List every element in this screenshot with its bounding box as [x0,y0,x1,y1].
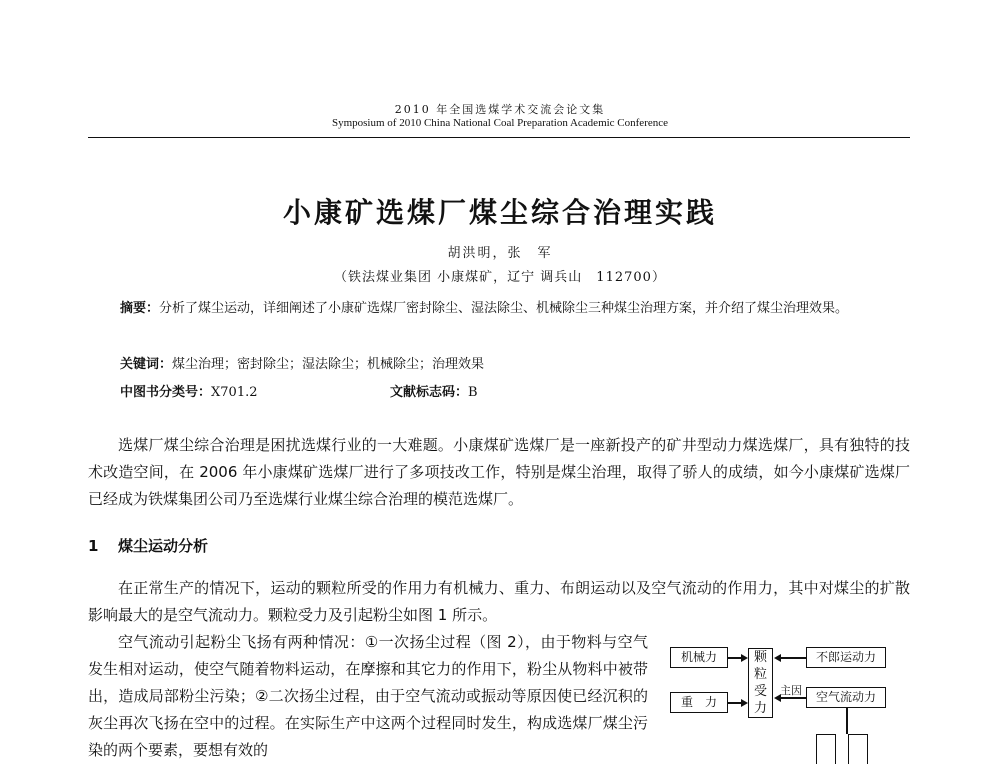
section-heading [88,535,208,556]
arrow-mechanical [741,654,748,662]
connector-mechanical [728,657,741,659]
section-title: 煤尘运动分析 [118,537,209,555]
abstract [120,296,890,322]
clc-label: 中图书分类号： [120,385,212,400]
authors: 胡洪明，张 军 [447,246,553,261]
abstract-text: 分析了煤尘运动，详细阐述了小康矿选煤厂密封除尘、湿法除尘、机械除尘三种煤尘治理方案，并介绍了煤尘治理效果。 [159,301,849,316]
section-number: 1 [88,537,99,555]
connector-brownian [781,657,806,659]
connector-down [846,708,848,734]
classification [120,380,890,406]
section-paragraph-1: 在正常生产的情况下，运动的颗粒所受的作用力有机械力、重力、布朗运动以及空气流动的作用力，其中对煤尘的扩散影响最大的是空气流动力。颗粒受力及引起粉尘如图 1 所示。 [88,579,910,624]
keywords-label: 关键词： [120,357,173,372]
box-mechanical-force: 机械力 [670,647,728,668]
intro-paragraph: 选煤厂煤尘综合治理是困扰选煤行业的一大难题。小康煤矿选煤厂是一座新投产的矿井型动力煤选煤厂，具有独特的技术改造空间，在 2006 年小康煤矿选煤厂进行了多项技改工作，特别是煤尘治理，取得了骄人的成绩，如今小康煤矿选煤厂已经成为铁煤集团公司乃至选煤行业煤尘综合治理的模范选煤厂。 [88,436,910,508]
box-particle-force: 颗粒受力 [748,648,773,718]
doc-code-label: 文献标志码： [390,385,469,400]
paper-title: 小康矿选煤厂煤尘综合治理实践 [282,196,717,229]
section-paragraph-2: 空气流动引起粉尘飞扬有两种情况：①一次扬尘过程（图 2），由于物料与空气发生相对运动，使空气随着物料运动，在摩擦和其它力的作用下，粉尘从物料中被带出，造成局部粉尘污染；②二次扬尘过程，由于空气流动或振动等原因使已经沉积的灰尘再次飞扬在空中的过程。在实际生产中这两个过程同时发生，构成选煤厂煤尘污染的两个要素，要想有效的 [88,633,648,759]
abstract-label: 摘要： [120,301,160,316]
box-gravity: 重 力 [670,692,728,713]
document-code [390,380,478,406]
keywords [120,352,890,378]
arrow-brownian [774,654,781,662]
keywords-text: 煤尘治理；密封除尘；湿法除尘；机械除尘；治理效果 [172,357,485,372]
doc-code-value: B [468,385,478,400]
box-air-flow-force: 空气流动力 [806,687,886,708]
figure-1-diagram [665,640,915,760]
label-main-cause: 主因 [780,684,802,697]
header-rule [88,137,910,138]
arrow-gravity [741,699,748,707]
affiliation: （铁法煤业集团 小康煤矿，辽宁 调兵山 112700） [334,270,666,285]
box-brownian-motion: 不郎运动力 [806,647,886,668]
running-header-cn: 2010 年全国选煤学术交流会论文集 [394,103,606,116]
connector-gravity [728,702,741,704]
clc-value: X701.2 [211,385,258,400]
running-header-en: Symposium of 2010 China National Coal Preparation Academic Conference [331,117,669,129]
